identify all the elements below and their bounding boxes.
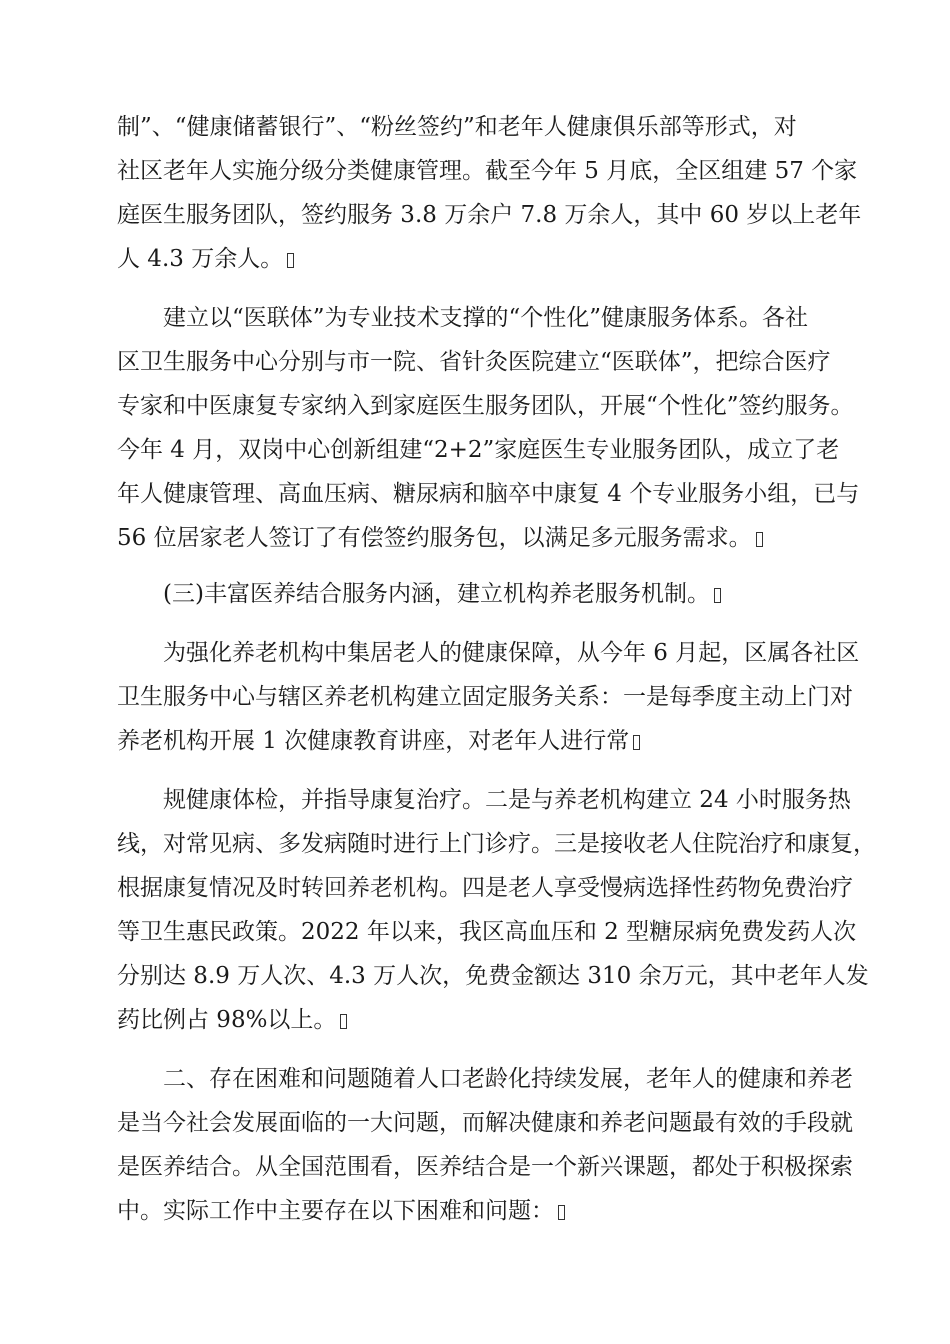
text-line: 是当今社会发展面临的一大问题，而解决健康和养老问题最有效的手段就	[117, 1110, 853, 1136]
text-line: 区卫生服务中心分别与市一院、省针灸医院建立“医联体”，把综合医疗	[117, 349, 831, 375]
text-line: 为强化养老机构中集居老人的健康保障，从今年 6 月起，区属各社区	[163, 640, 860, 666]
text-line: 二、存在困难和问题随着人口老龄化持续发展，老年人的健康和养老	[163, 1066, 853, 1092]
text-line: 药比例占 98%以上。	[117, 1009, 347, 1032]
text-line: 线，对常见病、多发病随时进行上门诊疗。三是接收老人住院治疗和康复，	[117, 831, 876, 857]
paragraph-mark-icon	[340, 1014, 347, 1029]
text-line: 社区老年人实施分级分类健康管理。截至今年 5 月底，全区组建 57 个家	[117, 158, 858, 184]
text-line: 专家和中医康复专家纳入到家庭医生服务团队，开展“个性化”签约服务。	[117, 393, 854, 419]
text-line: 庭医生服务团队，签约服务 3.8 万余户 7.8 万余人，其中 60 岁以上老年	[117, 202, 862, 228]
text-line: 分别达 8.9 万人次、4.3 万人次，免费金额达 310 余万元，其中老年人发	[117, 963, 869, 989]
text-line: 是医养结合。从全国范围看，医养结合是一个新兴课题，都处于积极探索	[117, 1154, 853, 1180]
section-heading: (三)丰富医养结合服务内涵，建立机构养老服务机制。	[163, 583, 721, 606]
text-line: 56 位居家老人签订了有偿签约服务包，以满足多元服务需求。	[117, 527, 763, 550]
text-line: 年人健康管理、高血压病、糖尿病和脑卒中康复 4 个专业服务小组，已与	[117, 481, 860, 507]
paragraph-mark-icon	[714, 588, 721, 603]
paragraph-mark-icon	[287, 253, 294, 268]
text-line: 等卫生惠民政策。2022 年以来，我区高血压和 2 型糖尿病免费发药人次	[117, 919, 857, 945]
text-line: 根据康复情况及时转回养老机构。四是老人享受慢病选择性药物免费治疗	[117, 875, 853, 901]
text-line: 人 4.3 万余人。	[117, 248, 294, 271]
paragraph-mark-icon	[756, 532, 763, 547]
text-line: 中。实际工作中主要存在以下困难和问题：	[117, 1200, 565, 1223]
text-line: 制”、“健康储蓄银行”、“粉丝签约”和老年人健康俱乐部等形式，对	[117, 114, 797, 140]
text-line: 卫生服务中心与辖区养老机构建立固定服务关系：一是每季度主动上门对	[117, 684, 853, 710]
text-line: 建立以“医联体”为专业技术支撑的“个性化”健康服务体系。各社	[163, 305, 809, 331]
text-line: 养老机构开展 1 次健康教育讲座，对老年人进行常	[117, 730, 640, 753]
text-line: 今年 4 月，双岗中心创新组建“2+2”家庭医生专业服务团队，成立了老	[117, 437, 840, 463]
paragraph-mark-icon	[633, 735, 640, 750]
paragraph-mark-icon	[558, 1205, 565, 1220]
text-line: 规健康体检，并指导康复治疗。二是与养老机构建立 24 小时服务热	[163, 787, 851, 813]
